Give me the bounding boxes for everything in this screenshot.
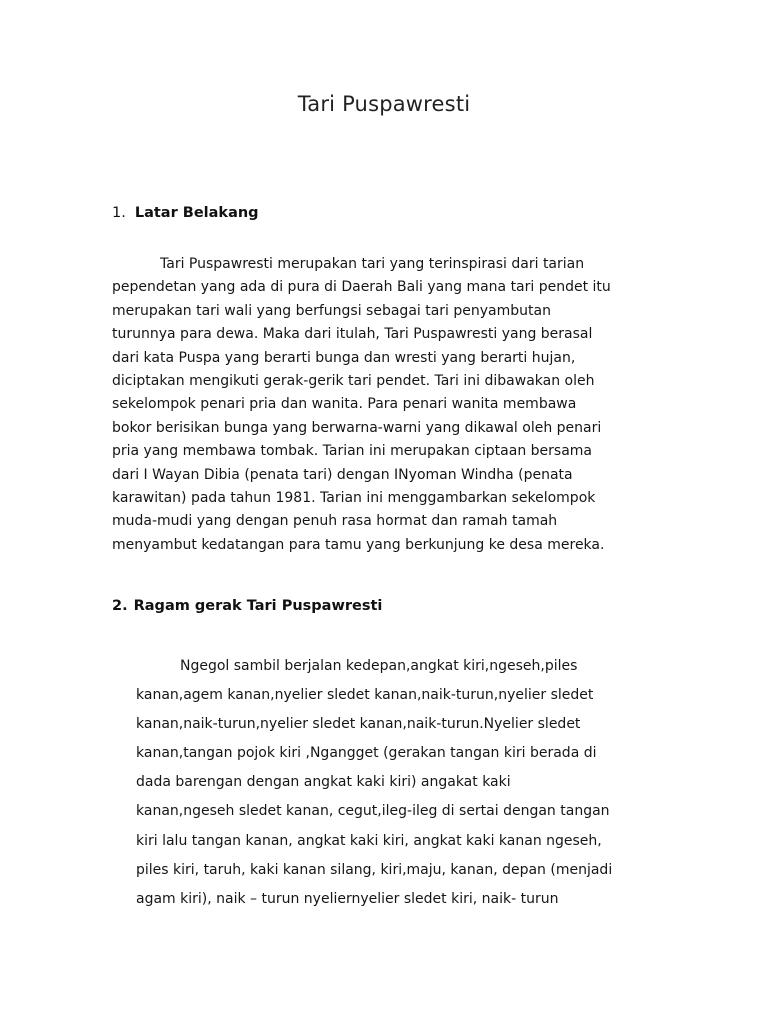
paragraph-line: kanan,naik-turun,nyelier sledet kanan,naik-turun.Nyelier sledet: [136, 716, 581, 733]
paragraph-line: sekelompok penari pria dan wanita. Para penari wanita membawa: [112, 396, 577, 413]
paragraph-line: kiri lalu tangan kanan, angkat kaki kiri, angkat kaki kanan ngeseh,: [136, 832, 602, 849]
section-heading-text: Latar Belakang: [134, 205, 259, 221]
paragraph-line: pria yang membawa tombak. Tarian ini merupakan ciptaan bersama: [112, 443, 592, 460]
paragraph-line: karawitan) pada tahun 1981. Tarian ini menggambarkan sekelompok: [112, 490, 596, 507]
paragraph-line: kanan,agem kanan,nyelier sledet kanan,naik-turun,nyelier sledet: [136, 687, 594, 704]
paragraph-line: pependetan yang ada di pura di Daerah Bali yang mana tari pendet itu: [112, 279, 611, 296]
paragraph-line: agam kiri), naik – turun nyeliernyelier sledet kiri, naik- turun: [136, 890, 559, 907]
paragraph-line: muda-mudi yang dengan penuh rasa hormat dan ramah tamah: [112, 513, 558, 530]
section-paragraph-ragam-gerak: [136, 652, 612, 914]
paragraph-line: dari kata Puspa yang berarti bunga dan wresti yang berarti hujan,: [112, 349, 576, 366]
paragraph-line: Ngegol sambil berjalan kedepan,angkat kiri,ngeseh,piles: [180, 658, 578, 674]
paragraph-line: turunnya para dewa. Maka dari itulah, Tari Puspawresti yang berasal: [112, 326, 593, 343]
paragraph-line: merupakan tari wali yang berfungsi sebagai tari penyambutan: [112, 302, 551, 319]
section-heading-text: Ragam gerak Tari Puspawresti: [133, 598, 383, 614]
section-heading-latar-belakang: [112, 205, 259, 221]
paragraph-line: dada barengan dengan angkat kaki kiri) angakat kaki: [136, 774, 511, 791]
section-paragraph-latar-belakang: [112, 253, 611, 557]
paragraph-line: kanan,ngeseh sledet kanan, cegut,ileg-ileg di sertai dengan tangan: [136, 803, 610, 820]
paragraph-line: kanan,tangan pojok kiri ,Ngangget (gerakan tangan kiri berada di: [136, 745, 597, 762]
paragraph-line: diciptakan mengikuti gerak-gerik tari pendet. Tari ini dibawakan oleh: [112, 373, 595, 390]
section-heading-ragam-gerak: [112, 598, 382, 614]
section-number: 1.: [112, 205, 126, 221]
paragraph-line: Tari Puspawresti merupakan tari yang terinspirasi dari tarian: [160, 256, 585, 272]
paragraph-line: menyambut kedatangan para tamu yang berkunjung ke desa mereka.: [112, 536, 605, 553]
paragraph-line: dari I Wayan Dibia (penata tari) dengan INyoman Windha (penata: [112, 466, 573, 483]
section-number: 2.: [112, 598, 128, 614]
paragraph-line: bokor berisikan bunga yang berwarna-warni yang dikawal oleh penari: [112, 419, 602, 436]
document-title: Tari Puspawresti: [297, 92, 471, 116]
paragraph-line: piles kiri, taruh, kaki kanan silang, kiri,maju, kanan, depan (menjadi: [136, 861, 613, 878]
